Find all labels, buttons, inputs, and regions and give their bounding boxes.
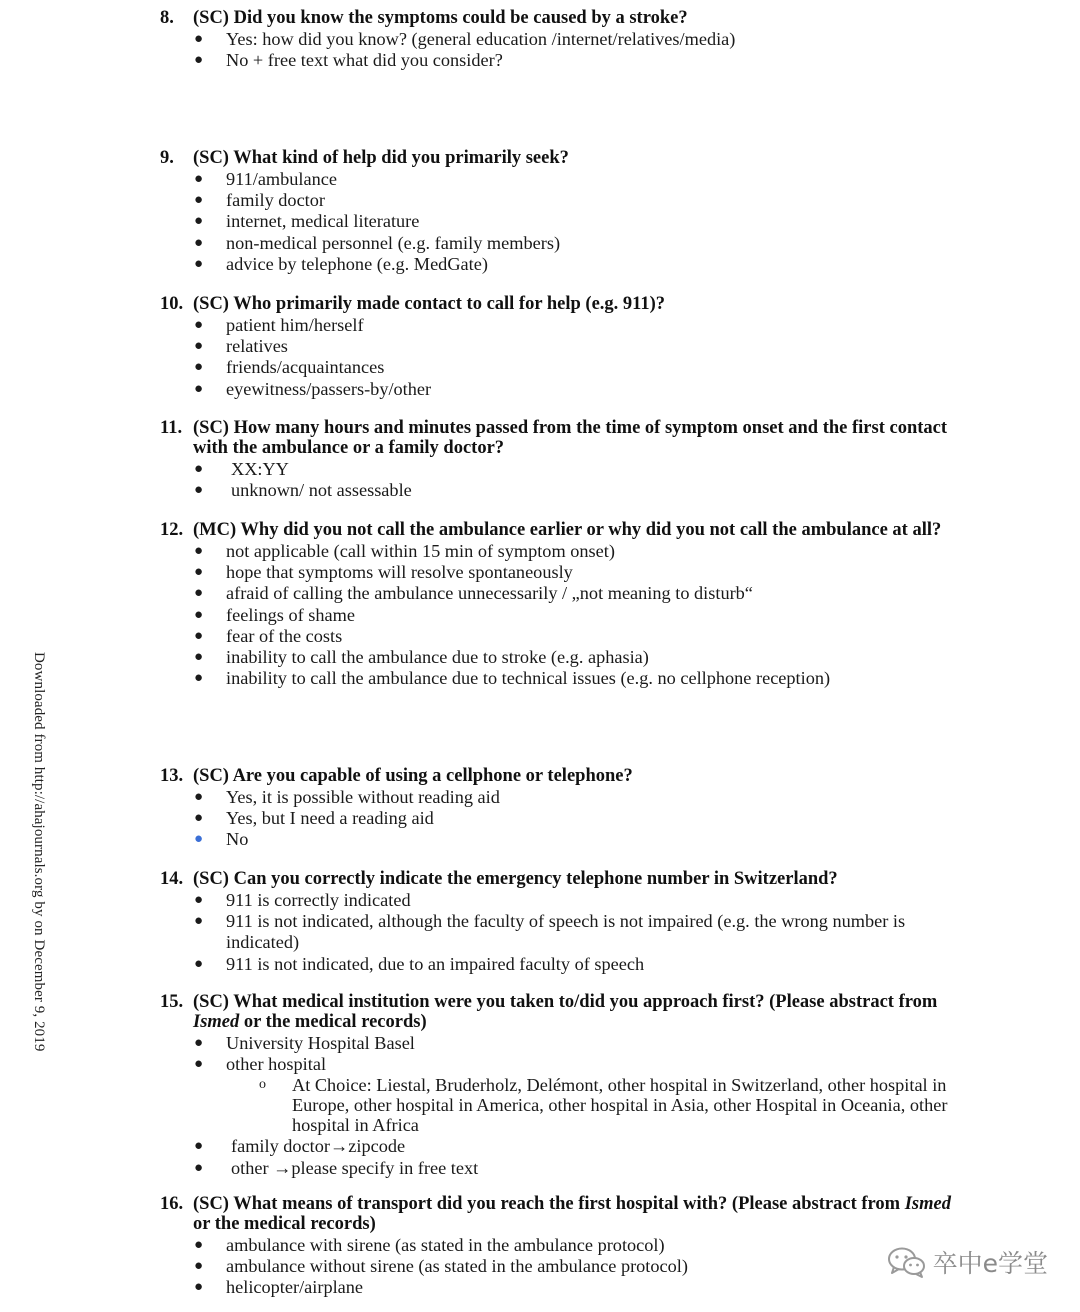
question-15: [160, 992, 960, 1179]
bullet-icon: ●: [194, 543, 204, 559]
bullet-icon: ●: [194, 1258, 204, 1275]
list-item: ● not applicable (call within 15 min of symptom onset): [194, 541, 615, 561]
question-number: 10.: [160, 294, 184, 314]
list-item: ● feelings of shame: [194, 604, 355, 625]
question-12: [160, 520, 960, 689]
bullet-icon: ●: [194, 31, 204, 47]
question-9: [160, 148, 960, 275]
question-title: (SC) Who primarily made contact to call for help (e.g. 911)?: [193, 294, 666, 314]
download-note: Downloaded from http://ahajournals.org by on December 9, 2019: [31, 652, 47, 1052]
circle-bullet-icon: o: [259, 1077, 266, 1093]
bullet-icon: ●: [194, 338, 204, 355]
list-item: ● University Hospital Basel: [194, 1033, 415, 1053]
bullet-icon: ●: [194, 255, 204, 272]
list-item: ● Yes, it is possible without reading aid: [194, 787, 500, 807]
list-item: ● No + free text what did you consider?: [194, 50, 503, 71]
bullet-icon: ●: [194, 649, 204, 666]
bullet-icon: ●: [194, 585, 204, 602]
question-11: [160, 418, 960, 501]
bullet-icon: ●: [194, 627, 204, 644]
option-list: [160, 315, 960, 400]
list-item: ● relatives: [194, 336, 288, 357]
question-number: 15.: [160, 992, 184, 1012]
question-title: (SC) What means of transport did you reach the first hospital with? (Please abstract from Ismed or the medical records): [193, 1194, 951, 1234]
list-item: ● 911 is not indicated, due to an impaired faculty of speech: [194, 953, 645, 974]
bullet-icon: ●: [194, 892, 204, 908]
bullet-icon: ●: [194, 234, 204, 251]
option-list: [160, 29, 960, 71]
question-14: [160, 869, 960, 975]
bullet-icon: ●: [194, 564, 204, 581]
question-13: [160, 766, 960, 851]
question-title: (SC) Are you capable of using a cellphone or telephone?: [193, 766, 633, 786]
question-number: 16.: [160, 1194, 184, 1214]
bullet-icon: ●: [194, 789, 204, 805]
list-item: ● 911 is correctly indicated: [194, 890, 411, 910]
bullet-icon: ●: [194, 380, 204, 397]
list-item: ● No: [194, 829, 249, 850]
bullet-icon: ●: [194, 1056, 204, 1073]
list-item: ● friends/acquaintances: [194, 357, 385, 378]
list-item: ● Yes, but I need a reading aid: [194, 808, 434, 829]
list-item: ● eyewitness/passers-by/other: [194, 378, 432, 399]
bullet-icon: ●: [194, 831, 204, 848]
bullet-icon: ●: [194, 1159, 204, 1176]
question-8: [160, 8, 960, 71]
list-item: ● family doctor→zipcode: [194, 1136, 406, 1157]
option-list: [160, 1033, 960, 1075]
question-title: (SC) Did you know the symptoms could be caused by a stroke?: [193, 8, 688, 28]
list-item: ● XX:YY: [194, 459, 289, 479]
list-item: ● 911/ambulance: [194, 169, 337, 189]
list-item: ● advice by telephone (e.g. MedGate): [194, 253, 488, 274]
bullet-icon: ●: [194, 606, 204, 623]
bullet-icon: ●: [194, 359, 204, 376]
list-item: ● ambulance without sirene (as stated in the ambulance protocol): [194, 1256, 688, 1277]
question-10: [160, 294, 960, 400]
option-list: [160, 787, 960, 851]
list-item: ● hope that symptoms will resolve spontaneously: [194, 562, 573, 583]
list-item: o At Choice: Liestal, Bruderholz, Delémont, other hospital in Switzerland, other hospital in Europe, other hospital in America, other hospital in Asia, other Hospital in Oceania, other hospital in Africa: [259, 1075, 948, 1136]
list-item: ● non-medical personnel (e.g. family members): [194, 232, 561, 253]
question-16: [160, 1194, 960, 1299]
list-item: ● afraid of calling the ambulance unnecessarily / „not meaning to disturb“: [194, 583, 753, 604]
question-number: 8.: [160, 8, 174, 28]
question-title: (SC) Can you correctly indicate the emergency telephone number in Switzerland?: [193, 869, 838, 889]
bullet-icon: ●: [194, 317, 204, 333]
bullet-icon: ●: [194, 1035, 204, 1051]
question-number: 11.: [160, 418, 183, 438]
bullet-icon: ●: [194, 192, 204, 209]
watermark-text: 卒中e学堂: [932, 1249, 1048, 1278]
option-list: [160, 169, 960, 275]
bullet-icon: ●: [194, 955, 204, 972]
bullet-icon: ●: [194, 1279, 204, 1296]
question-title: (SC) What medical institution were you taken to/did you approach first? (Please abstract from Ismed or the medical records): [193, 992, 938, 1032]
list-item: ● other hospital: [194, 1054, 327, 1075]
option-list: [160, 459, 960, 501]
question-number: 13.: [160, 766, 184, 786]
list-item: ● family doctor: [194, 190, 325, 211]
option-list: [160, 541, 960, 689]
question-number: 9.: [160, 148, 174, 168]
option-list: [160, 1235, 960, 1299]
list-item: ● other →please specify in free text: [194, 1157, 479, 1178]
question-number: 12.: [160, 520, 184, 540]
question-number: 14.: [160, 869, 184, 889]
watermark: [887, 1244, 1048, 1280]
list-item: ● unknown/ not assessable: [194, 480, 412, 501]
list-item: ● helicopter/airplane: [194, 1277, 364, 1298]
bullet-icon: ●: [194, 810, 204, 827]
list-item: ● inability to call the ambulance due to stroke (e.g. aphasia): [194, 647, 649, 668]
bullet-icon: ●: [194, 52, 204, 69]
bullet-icon: ●: [194, 213, 204, 230]
bullet-icon: ●: [194, 482, 204, 499]
bullet-icon: ●: [194, 171, 204, 187]
list-item: ● ambulance with sirene (as stated in the ambulance protocol): [194, 1235, 665, 1255]
sub-option-list: [160, 1075, 960, 1135]
list-item: ● internet, medical literature: [194, 211, 420, 232]
option-list: [160, 1136, 960, 1178]
option-list: [160, 890, 960, 975]
wechat-chat-icon: [887, 1245, 927, 1279]
list-item: ● fear of the costs: [194, 625, 343, 646]
bullet-icon: ●: [194, 913, 204, 930]
bullet-icon: ●: [194, 670, 204, 687]
question-title: (MC) Why did you not call the ambulance earlier or why did you not call the ambulance at all?: [193, 520, 942, 540]
bullet-icon: ●: [194, 1138, 204, 1155]
list-item: ● Yes: how did you know? (general education /internet/relatives/media): [194, 29, 736, 49]
question-title: (SC) How many hours and minutes passed from the time of symptom onset and the first contact with the ambulance or a family doctor?: [193, 418, 948, 458]
list-item: ● inability to call the ambulance due to technical issues (e.g. no cellphone reception): [194, 668, 831, 689]
list-item: ● 911 is not indicated, although the faculty of speech is not impaired (e.g. the wrong number is indicated): [194, 911, 906, 953]
bullet-icon: ●: [194, 461, 204, 477]
question-title: (SC) What kind of help did you primarily seek?: [193, 148, 569, 168]
bullet-icon: ●: [194, 1237, 204, 1253]
list-item: ● patient him/herself: [194, 315, 364, 335]
